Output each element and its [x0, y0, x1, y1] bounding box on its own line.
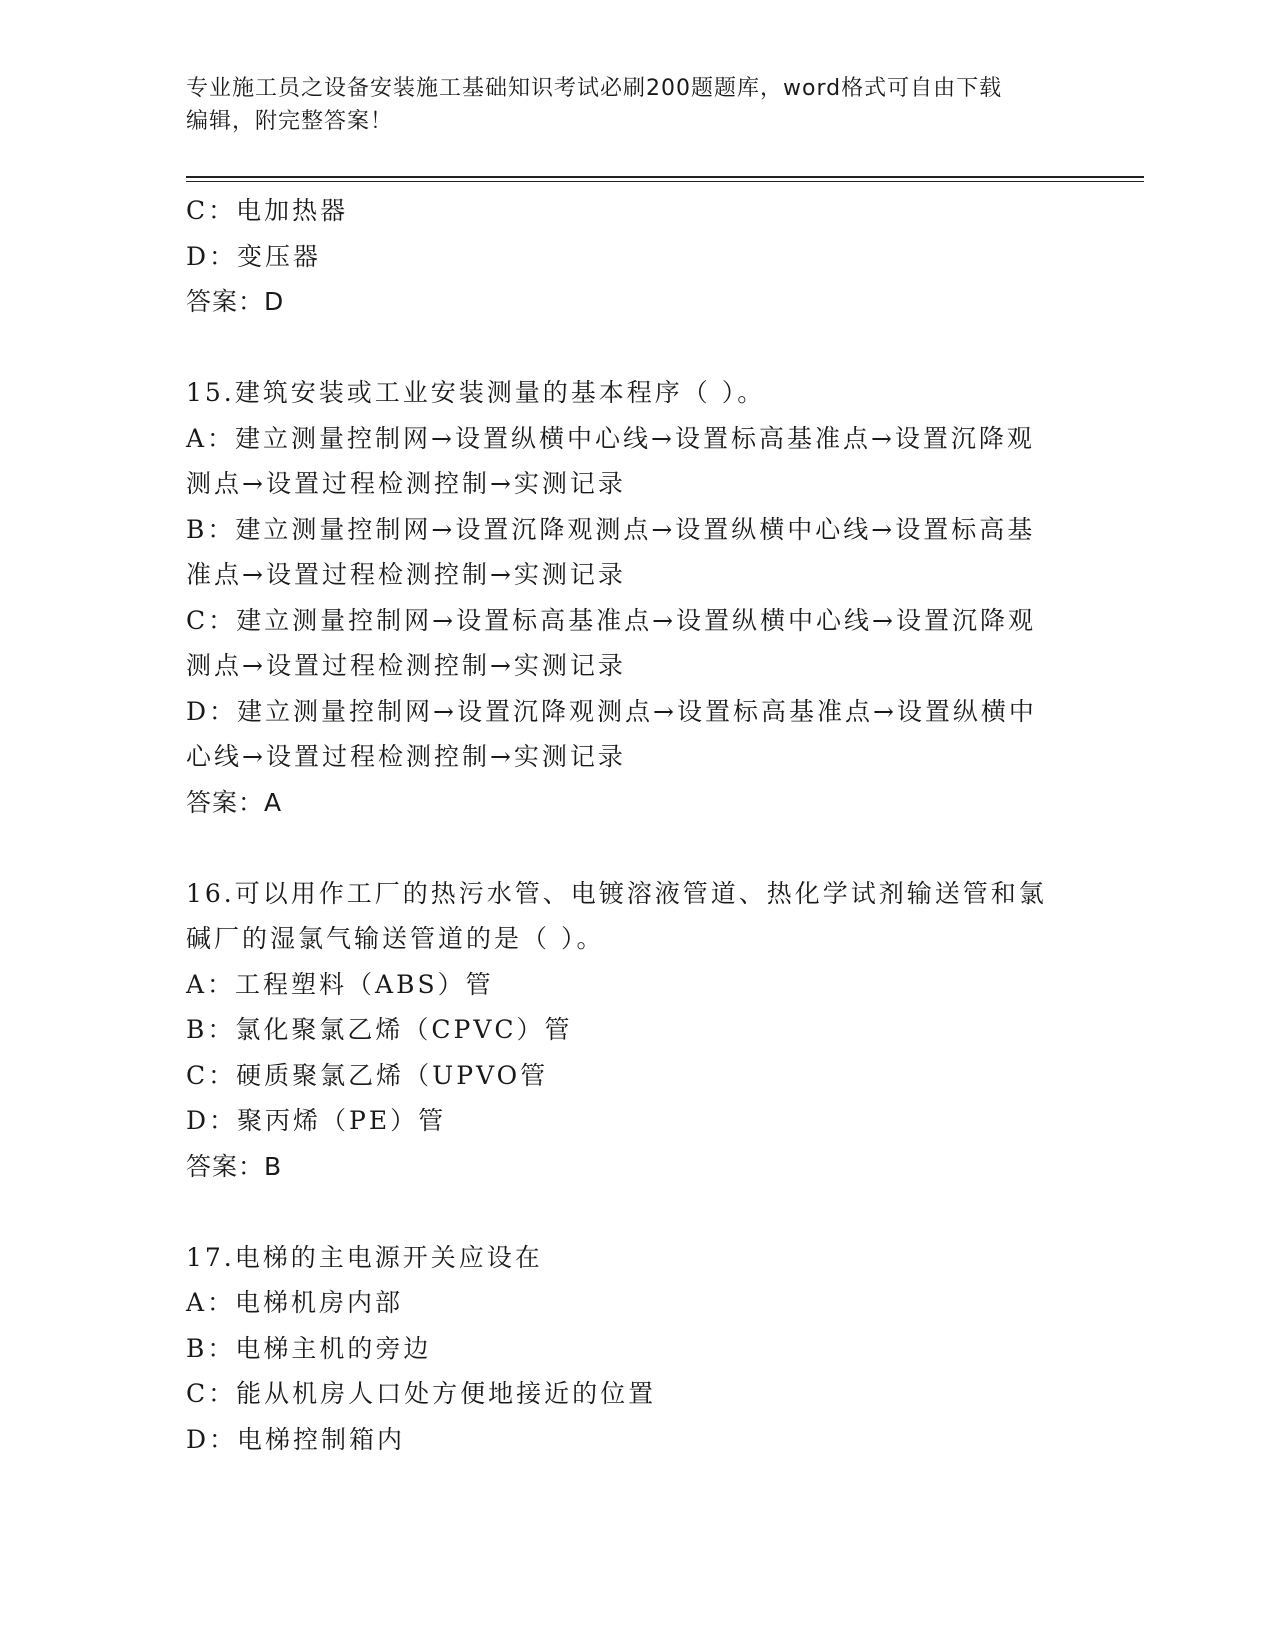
question-15-answer: 答案：A [186, 787, 283, 817]
question-15-option-d-line-2: 心线→设置过程检测控制→实测记录 [186, 742, 626, 771]
question-17-option-d: D：电梯控制箱内 [186, 1424, 406, 1454]
question-list [186, 188, 1086, 1462]
spacer [186, 325, 1086, 371]
question-16-option-b: B：氯化聚氯乙烯（CPVC）管 [186, 1015, 573, 1044]
header-title-line-1: 专业施工员之设备安装施工基础知识考试必刷200题题库，word格式可自由下载 [186, 76, 1003, 101]
question-16-option-d: D：聚丙烯（PE）管 [186, 1106, 447, 1135]
question-16-stem-line-2: 碱厂的湿氯气输送管道的是（ ）。 [186, 924, 605, 953]
question-15-option-d-line-1: D：建立测量控制网→设置沉降观测点→设置标高基准点→设置纵横中 [186, 696, 1037, 726]
question-17-option-c: C：能从机房人口处方便地接近的位置 [186, 1379, 657, 1408]
prev-option-d: D：变压器 [186, 241, 322, 271]
question-15-stem: 15.建筑安装或工业安装测量的基本程序（ ）。 [186, 378, 766, 407]
question-15-option-c-line-1: C：建立测量控制网→设置标高基准点→设置纵横中心线→设置沉降观 [186, 605, 1036, 635]
question-15-option-a-line-1: A：建立测量控制网→设置纵横中心线→设置标高基准点→设置沉降观 [186, 423, 1035, 453]
page-header [186, 72, 1066, 138]
question-15-option-b-line-1: B：建立测量控制网→设置沉降观测点→设置纵横中心线→设置标高基 [186, 514, 1036, 544]
header-divider-thin [186, 181, 1144, 182]
spacer [186, 1189, 1086, 1235]
prev-answer: 答案：D [186, 287, 285, 316]
question-15 [186, 370, 1086, 825]
question-15-option-a-line-2: 测点→设置过程检测控制→实测记录 [186, 469, 626, 498]
question-17 [186, 1235, 1086, 1463]
question-15-option-b-line-2: 准点→设置过程检测控制→实测记录 [186, 560, 626, 589]
question-16 [186, 871, 1086, 1190]
header-divider-thick [186, 176, 1144, 178]
question-16-option-a: A：工程塑料（ABS）管 [186, 969, 494, 999]
spacer [186, 825, 1086, 871]
question-17-option-b: B：电梯主机的旁边 [186, 1333, 432, 1363]
question-17-stem: 17.电梯的主电源开关应设在 [186, 1242, 543, 1272]
question-15-option-c-line-2: 测点→设置过程检测控制→实测记录 [186, 651, 626, 680]
question-17-option-a: A：电梯机房内部 [186, 1288, 404, 1317]
question-16-stem-line-1: 16.可以用作工厂的热污水管、电镀溶液管道、热化学试剂输送管和氯 [186, 878, 1047, 908]
header-title-line-2: 编辑，附完整答案！ [186, 109, 394, 134]
question-16-answer: 答案：B [186, 1151, 283, 1181]
prev-option-c: C：电加热器 [186, 196, 349, 225]
question-16-option-c: C：硬质聚氯乙烯（UPVO管 [186, 1060, 549, 1090]
